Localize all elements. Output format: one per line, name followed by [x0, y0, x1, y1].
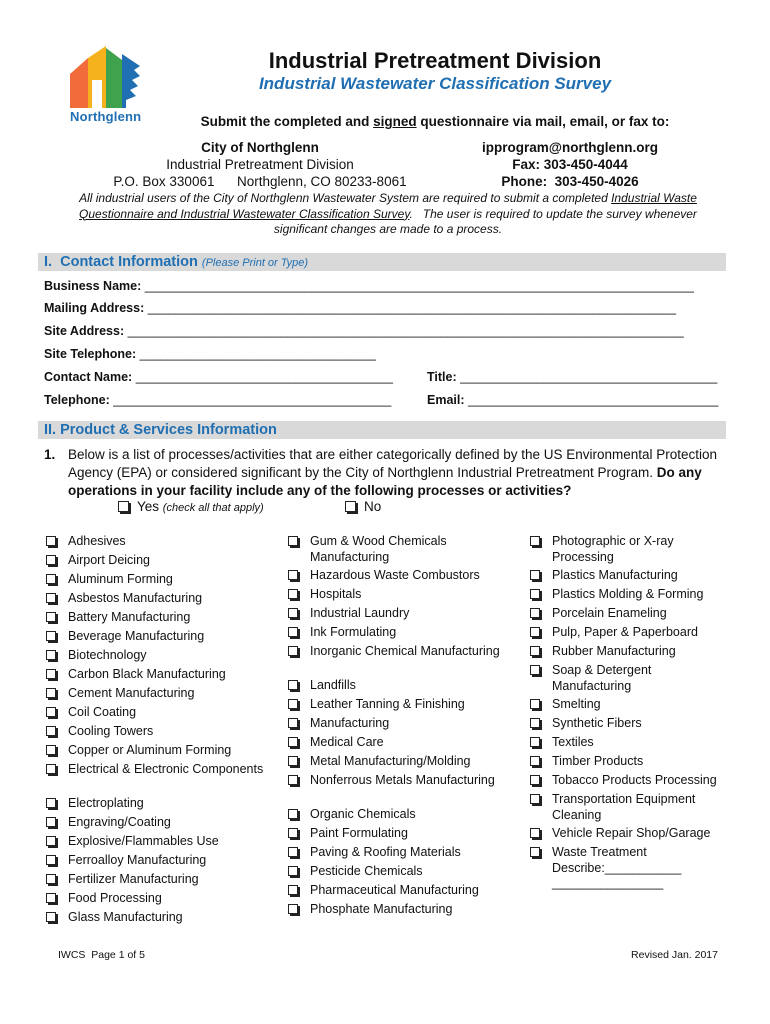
no-option[interactable]: No	[345, 499, 381, 514]
page-title: Industrial Pretreatment Division	[268, 48, 602, 73]
process-column-3: Photographic or X-ray Processing Plastics Manufacturing Plastics Molding & Forming Porcelain Enameling Pulp, Paper & Paperboard Rubber Manufacturing Soap & Detergent Manufacturing Smelting Synthetic Fibers Textiles Timber Products Tobacco Products Processing Transportation Equipment Cleaning Vehicle Repair Shop/Garage Waste Treatment Describe:___________ ________________	[530, 534, 730, 894]
page-subtitle: Industrial Wastewater Classification Survey	[258, 74, 612, 93]
revision-date: Revised Jan. 2017	[631, 949, 718, 961]
contact-name-field[interactable]: Contact Name: _____________________________________	[44, 370, 393, 384]
section-products-header: II. Product & Services Information	[38, 421, 726, 439]
yes-checkbox[interactable]	[118, 501, 129, 512]
notice-text: All industrial users of the City of Northglenn Wastewater System are required to submit a completed Industrial Waste Questionnaire and Industrial Wastewater Classification Survey. The user is required to update the survey whenever significant changes are made to a process.	[79, 191, 701, 236]
site-address-field[interactable]: Site Address: ________________________________________________________________________________	[44, 324, 684, 338]
process-column-2: Gum & Wood Chemicals Manufacturing Hazardous Waste Combustors Hospitals Industrial Laundry Ink Formulating Inorganic Chemical Manufacturing Landfills Leather Tanning & Finishing Manufacturing Medical Care Metal Manufacturing/Molding Nonferrous Metals Manufacturing Organic Chemicals Paint Formulating Paving & Roofing Materials Pesticide Chemicals Pharmaceutical Manufacturing Phosphate Manufacturing	[288, 534, 518, 924]
submit-instructions: Submit the completed and signed questionnaire via mail, email, or fax to:	[200, 114, 670, 129]
email-link[interactable]: ipprogram@northglenn.org	[482, 140, 658, 155]
mailing-address: City of Northglenn Industrial Pretreatment Division P.O. Box 330061 Northglenn, CO 80233-8061	[113, 140, 407, 189]
business-name-field[interactable]: Business Name: _______________________________________________________________________________	[44, 279, 694, 293]
email-field[interactable]: Email: ____________________________________	[427, 393, 719, 407]
section-contact-header: I. Contact Information (Please Print or Type)	[38, 253, 726, 271]
title-field[interactable]: Title: _____________________________________	[427, 370, 718, 384]
process-column-1: Adhesives Airport Deicing Aluminum Forming Asbestos Manufacturing Battery Manufacturing Beverage Manufacturing Biotechnology Carbon Black Manufacturing Cement Manufacturing Coil Coating Cooling Towers Copper or Aluminum Forming Electrical & Electronic Components Electroplating Engraving/Coating Explosive/Flammables Use Ferroalloy Manufacturing Fertilizer Manufacturing Food Processing Glass Manufacturing	[46, 534, 276, 934]
mailing-address-field[interactable]: Mailing Address: ____________________________________________________________________________	[44, 301, 677, 315]
page-number: IWCS Page 1 of 5	[58, 949, 145, 961]
site-telephone-field[interactable]: Site Telephone: __________________________________	[44, 347, 376, 361]
telephone-field[interactable]: Telephone: ________________________________________	[44, 393, 392, 407]
yes-option[interactable]: Yes (check all that apply)	[118, 499, 264, 514]
no-checkbox[interactable]	[345, 501, 356, 512]
contact-details: ipprogram@northglenn.org Fax: 303-450-4044 Phone: 303-450-4026	[482, 140, 658, 189]
logo-text: Northglenn	[70, 109, 142, 124]
